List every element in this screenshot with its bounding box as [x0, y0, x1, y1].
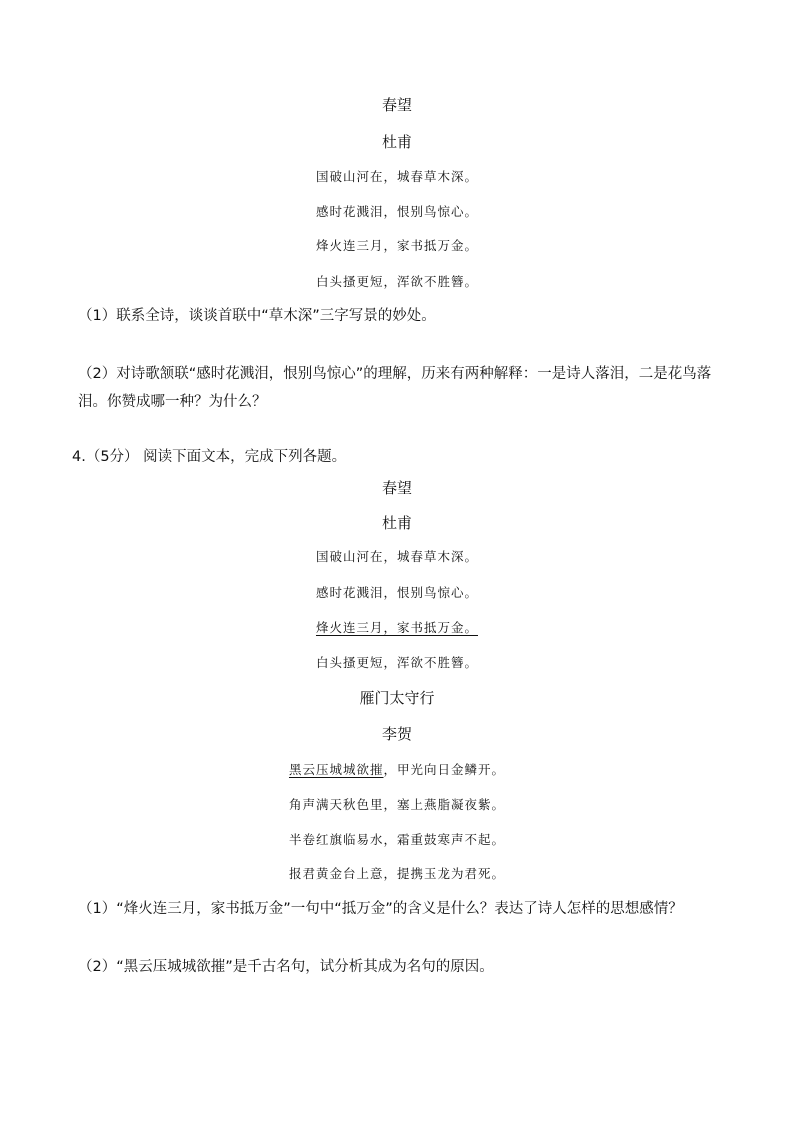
poem-line: 感时花溅泪，恨别鸟惊心。: [315, 204, 478, 219]
poem-line: 国破山河在，城春草木深。: [315, 169, 478, 184]
poem-author: 杜甫: [381, 514, 412, 532]
underlined-phrase: 黑云压城城欲摧: [288, 762, 384, 777]
question-2: （2）对诗歌颔联“感时花溅泪，恨别鸟惊心”的理解，历来有两种解释：一是诗人落泪，二是花鸟落泪。你赞成哪一种？为什么？: [78, 366, 712, 410]
question-1: （1）“烽火连三月，家书抵万金”一句中“抵万金”的含义是什么？表达了诗人怎样的思想感情？: [78, 901, 683, 917]
poem-line: 报君黄金台上意，提携玉龙为君死。: [288, 866, 505, 881]
question-2: （2）“黑云压城城欲摧”是千古名句，试分析其成为名句的原因。: [78, 959, 494, 975]
poem-line: [0, 760, 794, 778]
poem-line: 国破山河在，城春草木深。: [315, 549, 478, 564]
poem-line: 白头搔更短，浑欲不胜簪。: [315, 655, 478, 670]
poem-author: 杜甫: [381, 133, 412, 151]
poem-line-rest: ，甲光向日金鳞开。: [383, 762, 506, 777]
poem-line: 角声满天秋色里，塞上燕脂凝夜紫。: [288, 797, 505, 812]
poem-line: 感时花溅泪，恨别鸟惊心。: [315, 585, 478, 600]
poem-title: 雁门太守行: [359, 689, 435, 707]
poem-line: 烽火连三月，家书抵万金。: [315, 238, 478, 253]
poem-title: 春望: [381, 96, 412, 114]
poem-author: 李贺: [381, 725, 412, 743]
poem-title: 春望: [381, 479, 412, 497]
poem-line: 白头搔更短，浑欲不胜簪。: [315, 274, 478, 289]
question-1: （1）联系全诗，谈谈首联中“草木深”三字写景的妙处。: [78, 308, 436, 324]
poem-line: 半卷红旗临易水，霜重鼓寒声不起。: [288, 832, 505, 847]
poem-line-underlined: 烽火连三月，家书抵万金。: [315, 620, 478, 635]
section-header: 4.（5分） 阅读下面文本，完成下列各题。: [72, 449, 347, 465]
